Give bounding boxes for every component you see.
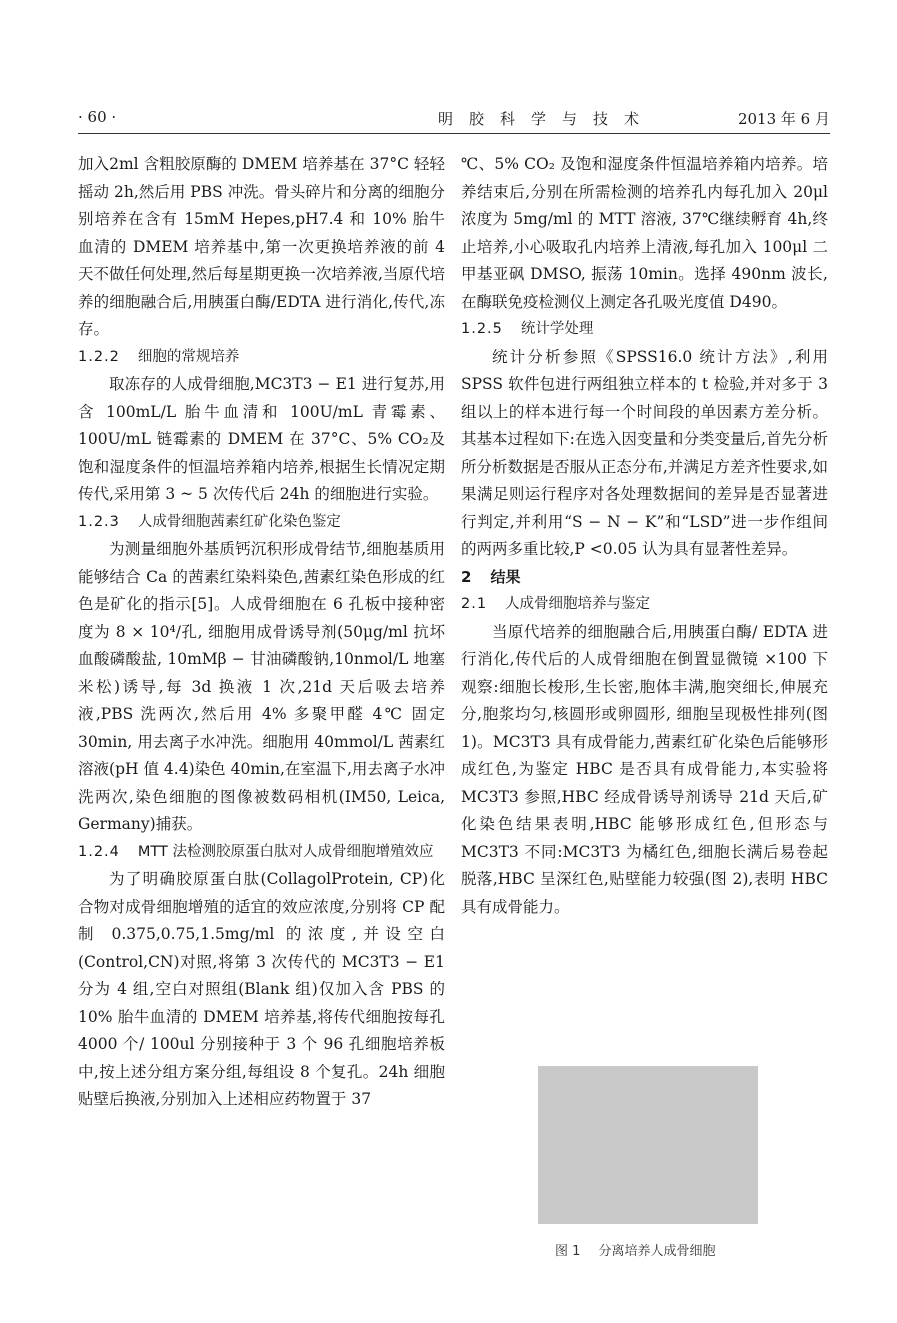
heading-number: 1.2.4 bbox=[78, 843, 120, 860]
paragraph: 统计分析参照《SPSS16.0 统计方法》,利用 SPSS 软件包进行两组独立样本的 t 检验,并对多于 3 组以上的样本进行每一个时间段的单因素方差分析。其基本过程如下:在选入因变量和分类变量后,首先分析所分析数据是否服从正态分布,并满足方差齐性要求,如果满足则运行程序对各处理数据间的差异是否显著进行判定,并利用“S − N − K”和“LSD”进一步作组间的两两多重比较,P <0.05 认为具有显著性差异。 bbox=[461, 347, 828, 558]
subsection-heading bbox=[461, 316, 828, 344]
heading-text: MTT 法检测胶原蛋白肽对人成骨细胞增殖效应 bbox=[137, 843, 434, 860]
heading-number: 1.2.5 bbox=[461, 321, 503, 337]
header-rule bbox=[78, 133, 830, 134]
paragraph: 为测量细胞外基质钙沉积形成骨结节,细胞基质用能够结合 Ca 的茜素红染料染色,茜素红染色形成的红色是矿化的指示[5]。人成骨细胞在 6 孔板中接种密度为 8 × 10⁴/孔, 细胞用成骨诱导剂(50μg/ml 抗坏血酸磷酸盐, 10mMβ − 甘油磷酸钠,10nmol/L 地塞米松)诱导,每 3d 换液 1 次,21d 天后吸去培养液,PBS 洗两次,然后用 4% 多聚甲醛 4℃ 固定 30min, 用去离子水冲洗。细胞用 40mmol/L 茜素红溶液(pH 值 4.4)染色 40min,在室温下,用去离子水冲洗两次,染色细胞的图像被数码相机(IM50, Leica, Germany)捕获。 bbox=[78, 540, 445, 833]
page-number: · 60 · bbox=[78, 108, 117, 126]
heading-text: 统计学处理 bbox=[520, 321, 594, 337]
heading-text: 人成骨细胞培养与鉴定 bbox=[505, 596, 651, 612]
paragraph: 加入2ml 含粗胶原酶的 DMEM 培养基在 37°C 轻轻摇动 2h,然后用 PBS 冲洗。骨头碎片和分离的细胞分别培养在含有 15mM Hepes,pH7.4 和 10% 胎牛血清的 DMEM 培养基中,第一次更换培养液的前 4 天不做任何处理,然后每星期更换一次培养液,当原代培养的细胞融合后,用胰蛋白酶/EDTA 进行消化,传代,冻存。 bbox=[78, 155, 445, 338]
heading-number: 2 bbox=[461, 567, 473, 586]
subsection-heading bbox=[461, 591, 828, 619]
figure-1-image bbox=[538, 1066, 758, 1224]
running-header bbox=[78, 108, 830, 132]
right-column bbox=[461, 151, 828, 921]
section-heading bbox=[461, 564, 828, 592]
journal-title: 明胶科学与技术 bbox=[438, 110, 656, 128]
subsection-heading bbox=[78, 839, 445, 867]
left-column bbox=[78, 151, 445, 1114]
heading-text: 结果 bbox=[490, 567, 521, 586]
heading-number: 2.1 bbox=[461, 596, 488, 612]
issue-date: 2013 年 6 月 bbox=[737, 110, 830, 128]
subsection-heading bbox=[78, 344, 445, 372]
figure-1-caption bbox=[555, 1240, 716, 1259]
figure-label: 图 1 bbox=[555, 1244, 581, 1259]
paragraph: 取冻存的人成骨细胞,MC3T3 − E1 进行复苏,用含 100mL/L 胎牛血清和 100U/mL 青霉素、100U/mL 链霉素的 DMEM 在 37°C、5% CO₂及饱和湿度条件的恒温培养箱内培养,根据生长情况定期传代,采用第 3 ~ 5 次传代后 24h 的细胞进行实验。 bbox=[78, 375, 445, 503]
paragraph: 当原代培养的细胞融合后,用胰蛋白酶/ EDTA 进行消化,传代后的人成骨细胞在倒置显微镜 ×100 下观察:细胞长梭形,生长密,胞体丰满,胞突细长,伸展充分,胞浆均匀,核圆形或卵圆形, 细胞呈现极性排列(图 1)。MC3T3 具有成骨能力,茜素红矿化染色后能够形成红色,为鉴定 HBC 是否具有成骨能力,本实验将 MC3T3 参照,HBC 经成骨诱导剂诱导 21d 天后,矿化染色结果表明,HBC 能够形成红色,但形态与 MC3T3 不同:MC3T3 为橘红色,细胞长满后易卷起脱落,HBC 呈深红色,贴壁能力较强(图 2),表明 HBC 具有成骨能力。 bbox=[461, 622, 828, 916]
heading-text: 细胞的常规培养 bbox=[137, 348, 240, 365]
heading-number: 1.2.2 bbox=[78, 348, 120, 365]
figure-caption-text: 分离培养人成骨细胞 bbox=[598, 1244, 716, 1259]
heading-text: 人成骨细胞茜素红矿化染色鉴定 bbox=[137, 513, 341, 530]
heading-number: 1.2.3 bbox=[78, 513, 120, 530]
paragraph: 为了明确胶原蛋白肽(CollagolProtein, CP)化合物对成骨细胞增殖的适宜的效应浓度,分别将 CP 配制 0.375,0.75,1.5mg/ml 的浓度,并设空白(Control,CN)对照,将第 3 次传代的 MC3T3 − E1 分为 4 组,空白对照组(Blank 组)仅加入含 PBS 的 10% 胎牛血清的 DMEM 培养基,将传代细胞按每孔 4000 个/ 100ul 分别接种于 3 个 96 孔细胞培养板中,按上述分组方案分组,每组设 8 个复孔。24h 细胞贴壁后换液,分别加入上述相应药物置于 37 bbox=[78, 870, 445, 1108]
paragraph: ℃、5% CO₂ 及饱和湿度条件恒温培养箱内培养。培养结束后,分别在所需检测的培养孔内每孔加入 20μl 浓度为 5mg/ml 的 MTT 溶液, 37℃继续孵育 4h,终止培养,小心吸取孔内培养上清液,每孔加入 100μl 二甲基亚砜 DMSO, 振荡 10min。选择 490nm 波长,在酶联免疫检测仪上测定各孔吸光度值 D490。 bbox=[461, 155, 828, 311]
subsection-heading bbox=[78, 509, 445, 537]
